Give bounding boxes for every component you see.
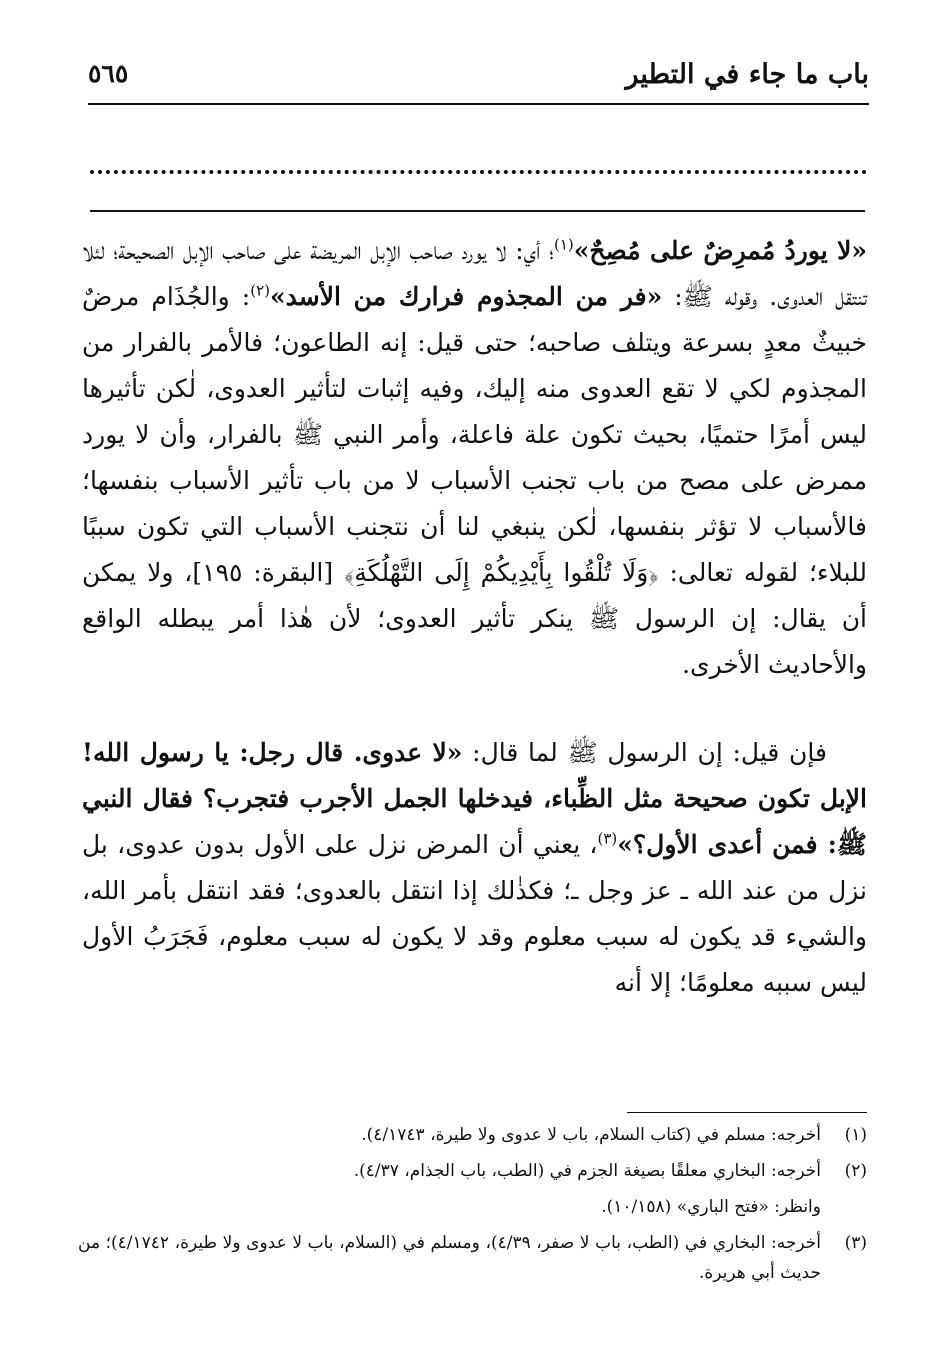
footnote-text: أخرجه: مسلم في (كتاب السلام، باب لا عدوى ولا طيرة، ٤/١٧٤٣). [361, 1125, 821, 1145]
question-intro: فإن قيل: إن الرسول ﷺ لما قال: [462, 738, 827, 767]
paragraph-1 [82, 228, 867, 688]
footnote-text: أخرجه: البخاري في (الطب، باب لا صفر، ٤/٣٩)، ومسلم في (السلام، باب لا عدوى ولا طيرة، ٤/١٧٤٢)؛ من حديث أبي هريرة. [78, 1233, 821, 1283]
footnote-ref-1: (١) [553, 235, 574, 254]
footnote-text: أخرجه: البخاري معلقًا بصيغة الجزم في (الطب، باب الجذام، ٤/٣٧). [353, 1161, 821, 1181]
hadith-quote-2: «فر من المجذوم فرارك من الأسد» [270, 282, 663, 311]
footnote-number: (٣) [844, 1233, 867, 1253]
dotted-separator [90, 150, 867, 174]
footnote-rule [627, 1112, 867, 1113]
main-text [82, 228, 867, 1006]
footnote-continuation: وانظر: «فتح الباري» (١٠/١٥٨). [601, 1197, 821, 1217]
paragraph-2 [82, 730, 867, 1006]
footnote-number: (١) [844, 1125, 867, 1145]
section-divider [90, 210, 865, 212]
footnote-ref-2: (٢) [250, 281, 270, 300]
footnote-ref-3: (٣) [597, 829, 618, 848]
commentary-text-2: : والجُذَام مرضٌ خبيثٌ معدٍ بسرعة ويتلف صاحبه؛ حتى قيل: إنه الطاعون؛ فالأمر بالفرار من المجذوم لكي لا تقع العدوى منه إليك، وفيه إثبات لتأثير العدوى، لٰكن تأثيرها ليس أمرًا حتميًا، بحيث تكون علة فاعلة، وأمر النبي ﷺ بالفرار، وأن لا يورد ممرض على مصح من باب تجنب الأسباب لا من باب تأثير الأسباب بنفسها؛ فالأسباب لا تؤثر بنفسها، لٰكن ينبغي لنا أن نتجنب الأسباب التي تكون سببًا للبلاء؛ لقوله تعالى: ﴿وَلَا تُلْقُوا بِأَيْدِيكُمْ إِلَى التَّهْلُكَةِ﴾ [البقرة: ١٩٥]، ولا يمكن أن يقال: إن الرسول ﷺ ينكر تأثير العدوى؛ لأن هٰذا أمر يبطله الواقع والأحاديث الأخرى. [82, 282, 867, 679]
commentary-text-1: ؛ أي: لا يورد صاحب الإبل المريضة على صاحب الإبل الصحيحة؛ لئلا تنتقل العدوى. وقوله ﷺ: [82, 236, 868, 311]
footnote-item [78, 1228, 867, 1288]
footnote-item [78, 1156, 867, 1186]
hadith-quote-3: «لا عدوى. قال رجل: يا رسول الله! الإبل تكون صحيحة مثل الظِّباء، فيدخلها الجمل الأجرب فتجرب؟ فقال النبي ﷺ: فمن أعدى الأول؟» [82, 738, 867, 859]
commentary-text-3: ، يعني أن المرض نزل على الأول بدون عدوى، بل نزل من عند الله ـ عز وجل ـ؛ فكذٰلك إذا انتقل بالعدوى؛ فقد انتقل بأمر الله، والشيء قد يكون له سبب معلوم وقد لا يكون له سبب معلوم، فَجَرَبُ الأول ليس سببه معلومًا؛ إلا أنه [82, 830, 867, 997]
footnote-number: (٢) [844, 1161, 867, 1181]
hadith-quote-1: «لا يوردُ مُمرِضٌ على مُصِحٌ» [573, 236, 867, 265]
page-header [88, 55, 869, 105]
footnotes [78, 1120, 867, 1294]
footnote-item [78, 1120, 867, 1150]
page-number: ٥٦٥ [88, 59, 129, 88]
running-title: باب ما جاء في التطير [625, 59, 869, 90]
